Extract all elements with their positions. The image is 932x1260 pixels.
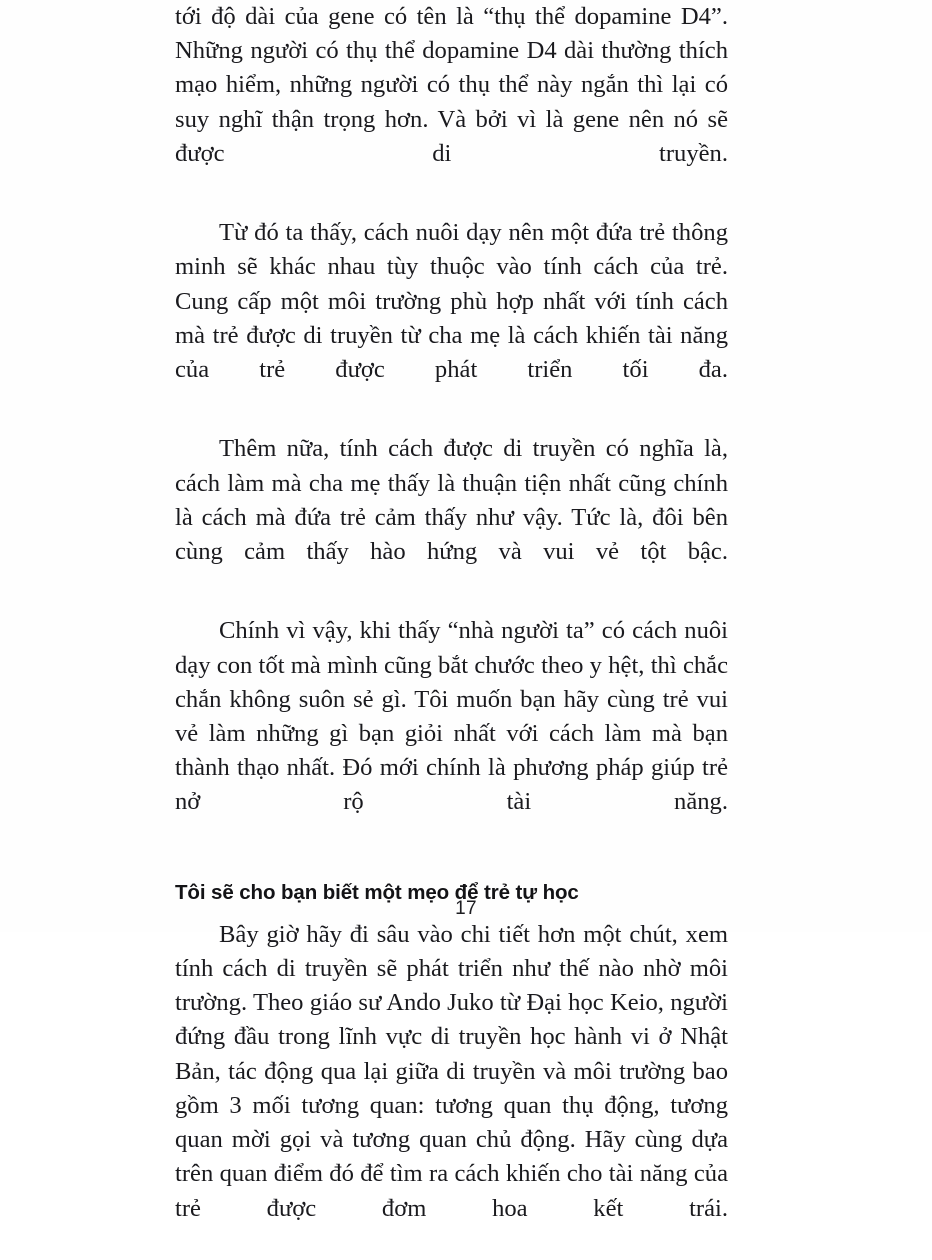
paragraph-continuation: tới độ dài của gene có tên là “thụ thể dopamine D4”. Những người có thụ thể dopamine D4 dài thường thích mạo hiểm, những người có thụ thể này ngắn thì lại có suy nghĩ thận trọng hơn. Và bởi vì là gene nên nó sẽ được di truyền. [175, 3, 728, 167]
paragraph-5: Bây giờ hãy đi sâu vào chi tiết hơn một chút, xem tính cách di truyền sẽ phát triển như thế nào nhờ môi trường. Theo giáo sư Ando Juko từ Đại học Keio, người đứng đầu trong lĩnh vực di truyền học hành vi ở Nhật Bản, tác động qua lại giữa di truyền và môi trường bao gồm 3 mối tương quan: tương quan thụ động, tương quan mời gọi và tương quan chủ động. Hãy cùng dựa trên quan điểm đó để tìm ra cách khiến cho tài năng của trẻ được đơm hoa kết trái. [175, 920, 728, 1222]
section-heading: Tôi sẽ cho bạn biết một mẹo để trẻ tự học [175, 880, 579, 904]
paragraph-3: Thêm nữa, tính cách được di truyền có nghĩa là, cách làm mà cha mẹ thấy là thuận tiện nhất cũng chính là cách mà đứa trẻ cảm thấy như vậy. Tức là, đôi bên cùng cảm thấy hào hứng và vui vẻ tột bậc. [175, 435, 728, 566]
paragraph-2: Từ đó ta thấy, cách nuôi dạy nên một đứa trẻ thông minh sẽ khác nhau tùy thuộc vào tính cách của trẻ. Cung cấp một môi trường phù hợp nhất với tính cách mà trẻ được di truyền từ cha mẹ là cách khiến tài năng của trẻ được phát triển tối đa. [175, 219, 728, 384]
text-column [175, 0, 728, 1260]
page-number: 17 [455, 898, 477, 919]
paragraph-4: Chính vì vậy, khi thấy “nhà người ta” có cách nuôi dạy con tốt mà mình cũng bắt chước theo y hệt, thì chắc chắn không suôn sẻ gì. Tôi muốn bạn hãy cùng trẻ vui vẻ làm những gì bạn giỏi nhất với cách làm mà bạn thành thạo nhất. Đó mới chính là phương pháp giúp trẻ nở rộ tài năng. [175, 617, 728, 816]
